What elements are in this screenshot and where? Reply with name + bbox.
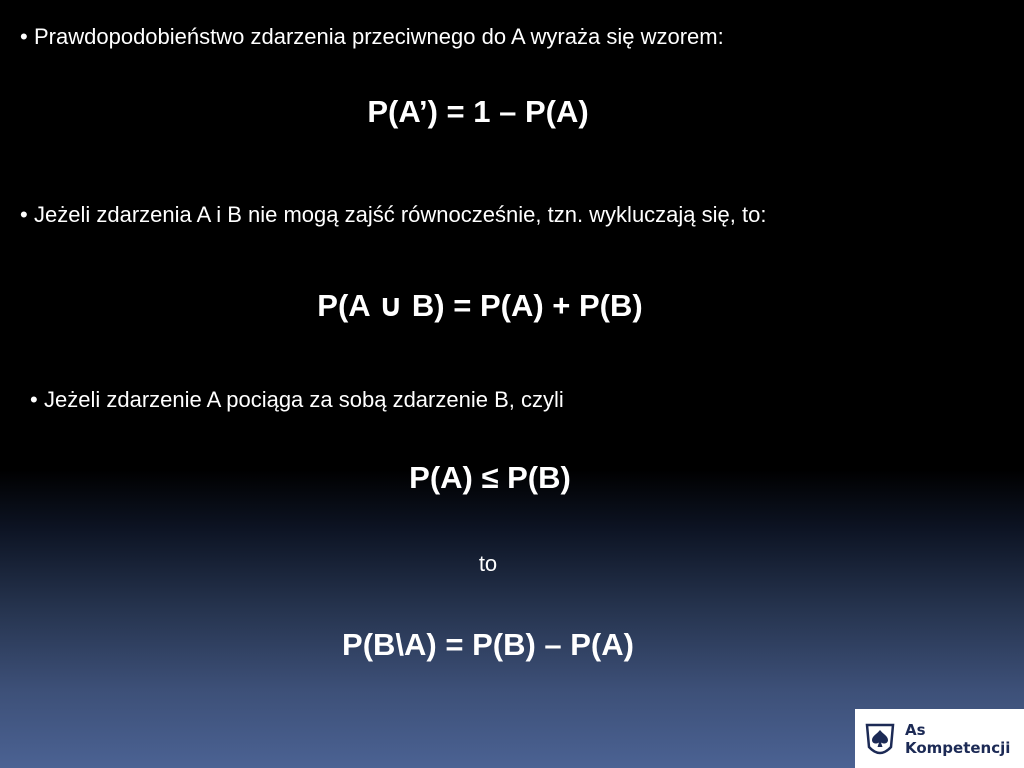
formula-inequality: P(A) ≤ P(B) [409,460,571,495]
bullet-text: Prawdopodobieństwo zdarzenia przeciwnego do A wyraża się wzorem: [34,24,724,49]
logo-line-2: Kompetencji [905,738,1011,757]
logo-text [905,721,1010,757]
bullet-text: Jeżeli zdarzenie A pociąga za sobą zdarzenie B, czyli [44,387,564,412]
logo-line-1: As [905,720,926,739]
bullet-opposite-event [20,23,724,51]
bullet-dot: • [20,24,28,49]
logo-as-kompetencji [855,709,1024,768]
bullet-implication [30,386,564,414]
bullet-text: Jeżeli zdarzenia A i B nie mogą zajść równocześnie, tzn. wykluczają się, to: [34,202,767,227]
spade-shield-icon [855,709,905,768]
formula-difference: P(B\A) = P(B) – P(A) [342,627,634,662]
connector-text: to [478,551,498,576]
bullet-dot: • [30,387,38,412]
formula-complement: P(A’) = 1 – P(A) [367,94,589,129]
bullet-dot: • [20,202,28,227]
formula-union: P(A ∪ B) = P(A) + P(B) [317,288,643,323]
bullet-mutually-exclusive [20,201,766,229]
